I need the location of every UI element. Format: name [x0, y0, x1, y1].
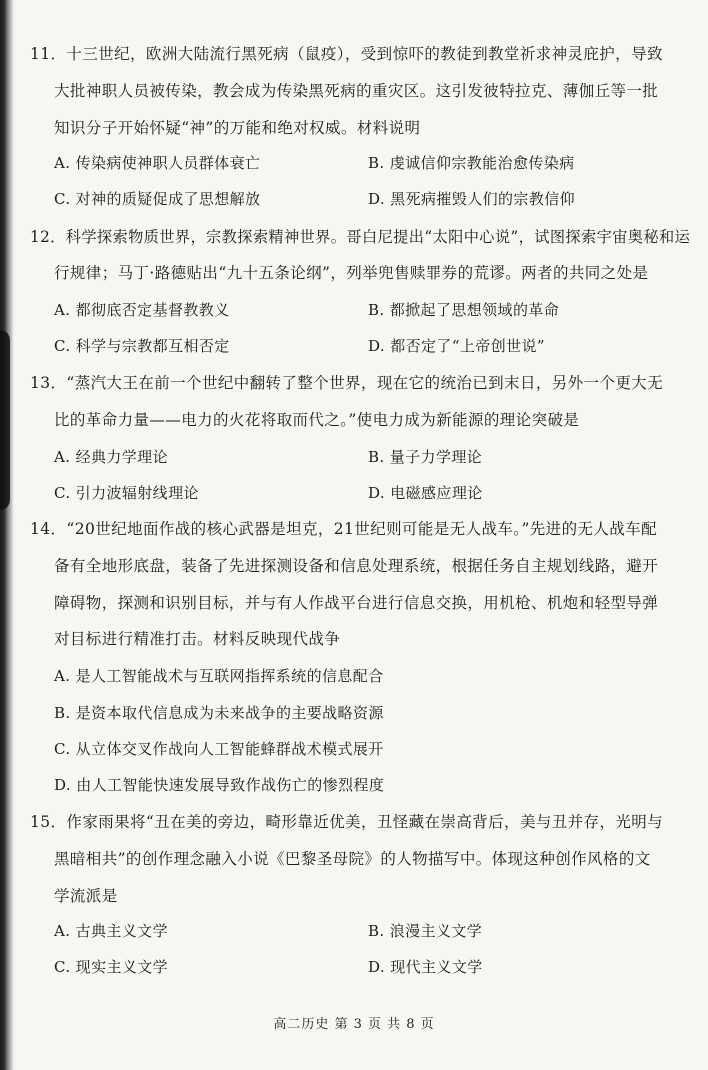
- scan-edge-shadow: [0, 0, 14, 1070]
- q14-option-c: C. 从立体交叉作战向人工智能蜂群战术模式展开: [54, 740, 384, 758]
- q14-line-2: 备有全地形底盘，装备了先进探测设备和信息处理系统，根据任务自主规划线路，避开: [54, 557, 659, 575]
- q12-option-c: C. 科学与宗教都互相否定: [54, 337, 230, 355]
- q15-option-d: D. 现代主义文学: [368, 958, 483, 976]
- q14-option-d: D. 由人工智能快速发展导致作战伤亡的惨烈程度: [54, 776, 385, 794]
- q13-option-d: D. 电磁感应理论: [368, 484, 483, 502]
- q14-line-3: 障碍物，探测和识别目标，并与有人作战平台进行信息交换，用机枪、机炮和轻型导弹: [54, 594, 659, 612]
- q15-option-c: C. 现实主义文学: [54, 958, 169, 976]
- q12-line-1: 12．科学探索物质世界，宗教探索精神世界。哥白尼提出“太阳中心说”，试图探索宇宙奥秘和运: [30, 228, 691, 246]
- q13-option-b: B. 量子力学理论: [368, 448, 483, 466]
- q11-line-2: 大批神职人员被传染，教会成为传染黑死病的重灾区。这引发彼特拉克、薄伽丘等一批: [54, 82, 659, 100]
- q15-line-1: 15．作家雨果将“丑在美的旁边，畸形靠近优美，丑怪藏在崇高背后，美与丑并存，光明与: [30, 813, 664, 831]
- q11-option-a: A. 传染病使神职人员群体衰亡: [54, 154, 261, 172]
- scan-edge-dark: [0, 330, 10, 510]
- q14-option-b: B. 是资本取代信息成为未来战争的主要战略资源: [54, 704, 384, 722]
- q12-option-d: D. 都否定了“上帝创世说”: [368, 337, 545, 355]
- q11-option-c: C. 对神的质疑促成了思想解放: [54, 190, 261, 208]
- q13-option-c: C. 引力波辐射线理论: [54, 484, 199, 502]
- q12-option-a: A. 都彻底否定基督教教义: [54, 301, 230, 319]
- q14-line-1: 14．“20世纪地面作战的核心武器是坦克，21世纪则可能是无人战车。”先进的无人战车配: [30, 520, 657, 538]
- q13-line-2: 比的革命力量——电力的火花将取而代之。”使电力成为新能源的理论突破是: [54, 411, 580, 429]
- q13-option-a: A. 经典力学理论: [54, 448, 168, 466]
- q12-option-b: B. 都掀起了思想领域的革命: [368, 301, 560, 319]
- q15-line-3: 学流派是: [54, 887, 118, 905]
- q11-line-3: 知识分子开始怀疑“神”的万能和绝对权威。材料说明: [54, 119, 421, 137]
- q14-option-a: A. 是人工智能战术与互联网指挥系统的信息配合: [54, 667, 384, 685]
- page-footer: 高二历史 第 3 页 共 8 页: [273, 1017, 435, 1032]
- q11-line-1: 11．十三世纪，欧洲大陆流行黑死病（鼠疫），受到惊吓的教徒到教堂祈求神灵庇护，导致: [30, 45, 663, 63]
- q12-line-2: 行规律；马丁·路德贴出“九十五条论纲”，列举兜售赎罪券的荒谬。两者的共同之处是: [54, 264, 649, 282]
- q15-option-b: B. 浪漫主义文学: [368, 922, 483, 940]
- q11-option-b: B. 虔诚信仰宗教能治愈传染病: [368, 154, 575, 172]
- q15-option-a: A. 古典主义文学: [54, 922, 168, 940]
- q13-line-1: 13．“蒸汽大王在前一个世纪中翻转了整个世界，现在它的统治已到末日，另外一个更大无: [30, 374, 664, 392]
- q14-line-4: 对目标进行精准打击。材料反映现代战争: [54, 630, 341, 648]
- q11-option-d: D. 黑死病摧毁人们的宗教信仰: [368, 190, 576, 208]
- q15-line-2: 黑暗相共”的创作理念融入小说《巴黎圣母院》的人物描写中。体现这种创作风格的文: [54, 850, 651, 868]
